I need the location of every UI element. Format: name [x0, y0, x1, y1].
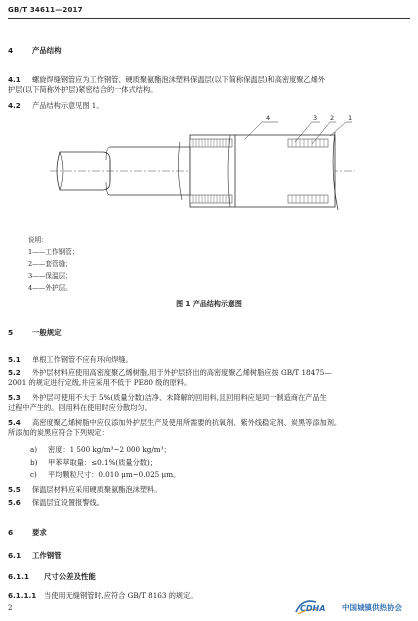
- clause-number: 6.1.1: [8, 572, 30, 581]
- list-item: [30, 470, 180, 480]
- clause-text: 单根工作钢管不应有环向焊缝。: [32, 355, 133, 364]
- list-label: a): [30, 445, 38, 454]
- clause-5-5: [8, 485, 406, 495]
- list-text: 密度：1 500 kg/m³~2 000 kg/m³；: [48, 445, 171, 454]
- clause-text: 螺旋焊缝钢管应为工作钢管、硬质聚氨酯泡沫塑料保温层(以下简称保温层)和高密度聚乙烯外: [32, 75, 326, 84]
- section-title: 产品结构: [32, 46, 62, 55]
- callout-1: 1: [348, 114, 353, 122]
- logo-mark-text: CDHA: [300, 604, 326, 613]
- figure-caption: 图 1 产品结构示意图: [176, 300, 242, 308]
- clause-number: 5.1: [8, 355, 21, 364]
- clause-5-2: [8, 368, 406, 387]
- clause-text: 外护层材料应使用高密度聚乙烯树脂,用于外护层挤出的高密度聚乙烯树脂应按 GB/T 18475—: [32, 368, 332, 377]
- clause-number: 4.1: [8, 75, 21, 84]
- clause-number: 5.6: [8, 498, 21, 507]
- association-logo: [292, 596, 416, 618]
- section-number: 4: [8, 46, 14, 55]
- clause-number: 5.5: [8, 485, 21, 494]
- list-text: 平均颗粒尺寸：0.010 μm~0.025 μm。: [48, 470, 181, 480]
- clause-5-3: [8, 393, 406, 412]
- clause-title: 尺寸公差及性能: [44, 572, 96, 581]
- clause-text: 保温层宜设置报警线。: [32, 498, 104, 507]
- clause-text-cont: 所添加的炭黑应符合下列规定：: [8, 427, 109, 437]
- legend-item: 3——保温层；: [28, 272, 72, 280]
- clause-text-cont: 过程中产生的。回用料在使用时应分散均匀。: [8, 402, 152, 412]
- legend-item: 2——套管缝；: [28, 260, 72, 268]
- carbon-black-list: [30, 445, 180, 480]
- clause-text: 产品结构示意见图 1。: [32, 101, 104, 110]
- clause-number: 5.4: [8, 418, 21, 427]
- outer-jacket-drawing: [190, 132, 338, 210]
- clause-number: 5.3: [8, 393, 21, 402]
- section-title: 一般规定: [32, 328, 62, 337]
- clause-6-1-heading: [8, 551, 62, 561]
- standard-code: GB/T 34611—2017: [8, 6, 83, 14]
- clause-number: 4.2: [8, 101, 21, 110]
- clause-6-1-1-heading: [8, 572, 96, 582]
- clause-text: 保温层材料应采用硬质聚氨酯泡沫塑料。: [32, 485, 162, 494]
- logo-text: 中国城镇供热协会: [342, 603, 402, 612]
- legend-title: 说明：: [28, 236, 48, 244]
- clause-text: 外护层可使用不大于 5%(质量分数)洁净、未降解的回用料,且回用料应是同一制造商在产品生: [32, 393, 327, 402]
- list-item: [30, 445, 180, 455]
- clause-4-2: [8, 101, 406, 111]
- clause-number: 6.1.1.1: [8, 591, 37, 600]
- section-number: 6: [8, 528, 14, 537]
- clause-5-4: [8, 418, 406, 437]
- page-number: 2: [8, 604, 13, 612]
- clause-number: 6.1: [8, 551, 22, 560]
- section-4-heading: [8, 46, 62, 56]
- list-item: [30, 458, 180, 468]
- callout-4: 4: [266, 114, 271, 122]
- list-text: 甲苯萃取量：≤0.1%(质量分数)；: [48, 457, 157, 467]
- section-title: 要求: [32, 528, 47, 537]
- section-6-heading: [8, 528, 47, 538]
- list-label: b): [30, 457, 38, 467]
- clause-text-cont: 2001 的规定进行定级,并应采用不低于 PE80 级的原料。: [8, 377, 192, 387]
- legend-item: 4——外护层。: [28, 284, 72, 292]
- clause-5-6: [8, 498, 406, 508]
- product-structure-figure: [30, 112, 370, 232]
- section-number: 5: [8, 328, 14, 337]
- callout-2: 2: [330, 114, 335, 122]
- figure-legend: [28, 234, 78, 294]
- cdha-logo-icon: [292, 596, 416, 618]
- callout-3: 3: [313, 114, 318, 122]
- list-label: c): [30, 470, 37, 480]
- clause-text: 高密度聚乙烯树脂中应仅添加外护层生产及使用所需要的抗氧剂、紫外线稳定剂、炭黑等添加剂。: [32, 418, 342, 427]
- clause-title: 工作钢管: [32, 551, 62, 560]
- legend-item: 1——工作钢管；: [28, 248, 79, 256]
- clause-text-cont: 护层(以下简称外护层)紧密结合的一体式结构。: [8, 84, 158, 94]
- clause-5-1: [8, 355, 406, 365]
- header-rule: [8, 18, 410, 19]
- section-5-heading: [8, 328, 62, 338]
- clause-text: 当使用无缝钢管时,应符合 GB/T 8163 的规定。: [44, 591, 198, 600]
- clause-4-1: [8, 75, 406, 94]
- clause-number: 5.2: [8, 368, 21, 377]
